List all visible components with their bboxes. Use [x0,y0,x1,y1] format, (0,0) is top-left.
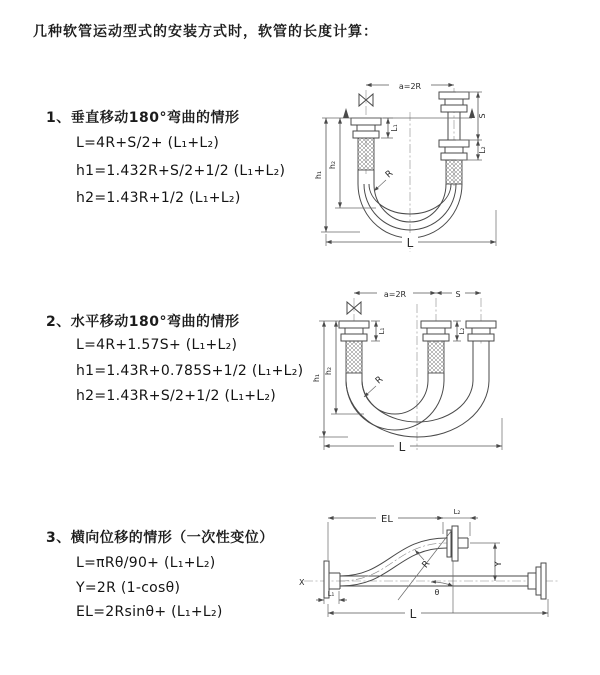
section-2-formula-L: L=4R+1.57S+ (L₁+L₂) [76,337,238,353]
flange-left [339,321,369,373]
dim-label-s: S [455,290,461,299]
section-2-formula-h1: h1=1.43R+0.785S+1/2 (L₁+L₂) [76,363,304,379]
dim-label-a2r: a=2R [383,290,407,299]
dim-label-l2: L₂ [478,146,487,154]
diagram-vertical-movement-180 [310,70,600,260]
diagram-horizontal-movement-180 [310,278,600,463]
flange-right-original [439,140,469,184]
dim-label-l1: L₁ [378,327,386,335]
dim-label-l: L [409,607,417,621]
dimension-l [328,599,548,621]
angle-construction [398,530,453,613]
dimension-l2 [435,508,478,518]
section-1-formula-L: L=4R+S/2+ (L₁+L₂) [76,135,220,151]
flange-right-original [528,563,546,599]
dimension-l1 [381,118,399,138]
diagram-lateral-displacement [298,500,600,648]
flange-left [351,118,381,170]
flange-top-right [447,526,468,561]
braid-sleeve [446,160,462,184]
flange-right-displaced [466,321,496,341]
braid-sleeve [358,138,374,170]
section-1-heading: 1、垂直移动180°弯曲的情形 [46,110,240,126]
section-3-formula-Y: Y=2R (1-cosθ) [76,580,181,596]
flange-middle [421,321,451,373]
section-2-formula-h2: h2=1.43R+S/2+1/2 (L₁+L₂) [76,388,277,404]
braid-sleeve [428,341,444,373]
radius-callout [374,169,395,191]
dim-label-h2: h₂ [324,366,333,376]
dim-label-h1: h₁ [312,373,321,383]
dim-label-l2: L₂ [458,327,466,335]
dim-label-l: L [406,236,414,250]
dimension-a2r [366,79,454,91]
section-1-formula-h2: h2=1.43R+1/2 (L₁+L₂) [76,190,241,206]
dimension-l2 [453,321,466,341]
hose-u-bend-displaced [346,341,489,437]
dimension-y [470,543,504,581]
dim-label-h2: h₂ [328,160,337,170]
dim-label-a2r: a=2R [398,82,422,91]
dim-label-l1: L₁ [327,590,335,598]
dim-label-r: R [383,168,396,181]
dim-label-r: R [373,374,386,387]
braid-sleeve [346,341,362,373]
dimension-l1 [316,590,347,604]
dimension-a2r [354,287,436,299]
section-1-formula-h1: h1=1.432R+S/2+1/2 (L₁+L₂) [76,163,286,179]
dim-label-l: L [398,440,406,454]
radius-callout [415,550,432,570]
up-arrow-icon [343,108,349,118]
page-title: 几种软管运动型式的安装方式时，软管的长度计算： [33,24,378,40]
dim-label-el: EL [381,514,393,525]
dimension-l [324,418,502,454]
dim-label-s: S [478,113,487,119]
dim-label-l1: L₁ [390,124,399,132]
dim-label-theta: θ [434,588,440,597]
dim-label-l2: L₂ [453,508,461,516]
radius-callout [364,375,385,397]
dim-label-y: Y [494,561,504,567]
section-3-formula-EL: EL=2Rsinθ+ (L₁+L₂) [76,604,223,620]
dim-label-r: R [420,559,433,571]
axis-label-x: X [299,578,305,587]
dimension-s [436,287,481,299]
section-2-heading: 2、水平移动180°弯曲的情形 [46,314,240,330]
up-arrow-icon [469,108,475,118]
section-3-formula-L: L=πRθ/90+ (L₁+L₂) [76,555,216,571]
dim-label-h1: h₁ [314,170,323,180]
dimension-l1 [371,321,386,341]
hose-s-curve-displaced [340,538,447,586]
section-3-heading: 3、横向位移的情形（一次性变位） [46,530,274,546]
